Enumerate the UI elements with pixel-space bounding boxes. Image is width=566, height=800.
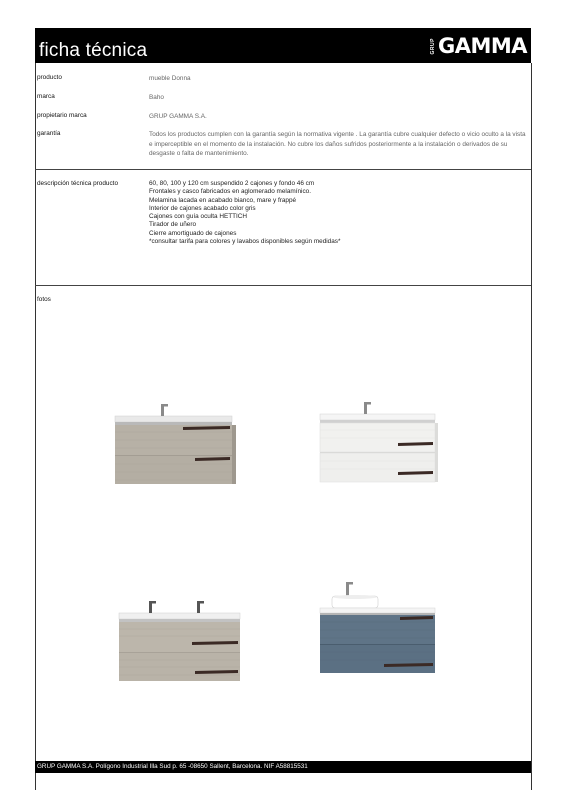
row-label: descripción técnica producto [37, 180, 118, 187]
brand-logo [431, 36, 527, 56]
description-line: Interior de cajones acabado color gris [149, 204, 256, 212]
product-photo-frappe [113, 400, 243, 518]
description-line: Tirador de uñero [149, 221, 197, 229]
description-section [35, 170, 531, 286]
description-line: Cajones con guía oculta HETTICH [149, 213, 248, 221]
description-line: Cierre amortiguado de cajones [149, 229, 237, 237]
product-photo-mare [318, 580, 448, 700]
product-photo-bianco [318, 398, 448, 516]
product-photo-frappe-double [117, 595, 247, 713]
row-label: marca [37, 93, 55, 100]
row-value: Baho [149, 94, 164, 101]
footer-bar [35, 761, 531, 773]
description-line: Frontales y casco fabricados en aglomerado melamínico. [149, 188, 311, 196]
description-line: *consultar tarifa para colores y lavabos disponibles según medidas* [149, 238, 341, 246]
row-value: GRUP GAMMA S.A. [149, 113, 207, 120]
logo-gamma-text: GAMMA [437, 34, 527, 58]
row-value: mueble Donna [149, 75, 191, 82]
logo-grup-text: GRUP [429, 37, 436, 55]
header-bar [35, 28, 531, 63]
row-label: producto [37, 74, 62, 81]
info-section [35, 63, 531, 170]
footer-address: GRUP GAMMA S.A. Polígono Industrial Illa Sud p. 65 -08650 Sallent, Barcelona. NIF A58815531 [37, 763, 308, 770]
row-label: garantía [37, 130, 61, 137]
page-title: ficha técnica [39, 40, 148, 61]
description-line: Melamina lacada en acabado bianco, mare y frappé [149, 196, 297, 204]
tech-sheet [35, 28, 531, 773]
description-text [149, 180, 527, 246]
description-line: 60, 80, 100 y 120 cm suspendido 2 cajones y fondo 46 cm [149, 180, 315, 187]
fotos-label: fotos [37, 296, 51, 303]
row-value: Todos los productos cumplen con la garantía según la normativa vigente . La garantía cubre cualquier defecto o vicio oculto a la vista e imperceptible en el momento de la instalación. No cubre los daños sufridos posteriormente a la instalación o derivados de su desgaste o falta de mantenimiento. [149, 131, 526, 157]
row-label: propietario marca [37, 112, 87, 119]
